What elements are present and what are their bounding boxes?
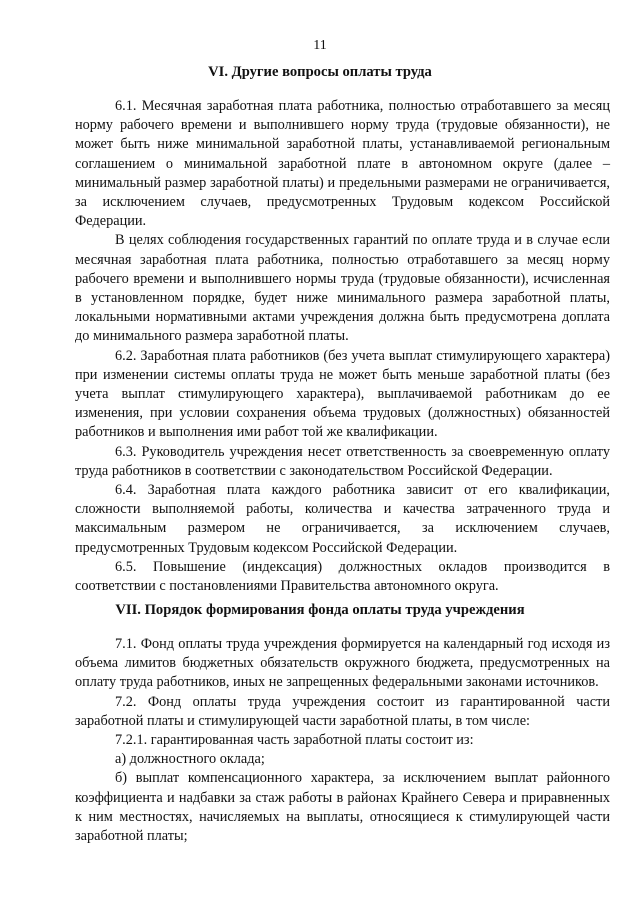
paragraph-7-2: 7.2. Фонд оплаты труда учреждения состоит из гарантированной части заработной платы и стимулирующей части заработной платы, в том числе: [75, 693, 610, 729]
list-item-b: б) выплат компенсационного характера, за исключением выплат районного коэффициента и надбавки за стаж работы в районах Крайнего Севера и приравненных к ним местностях, начисляемых на выплаты, относящиеся к стимулирующей части заработной платы; [75, 770, 610, 845]
section-7-body [75, 635, 610, 846]
paragraph-7-1: 7.1. Фонд оплаты труда учреждения формируется на календарный год исходя из объема лимитов бюджетных обязательств окружного бюджета, предусмотренных на оплату труда работников, иных не запрещенных федеральными законами источников. [75, 636, 610, 691]
paragraph-6-5: 6.5. Повышение (индексация) должностных окладов производится в соответствии с постановлениями Правительства автономного округа. [75, 558, 610, 595]
paragraph-6-4: 6.4. Заработная плата каждого работника зависит от его квалификации, сложности выполняемой работы, количества и качества затраченного труда и максимальным размером не ограничивается, за исключением случаев, предусмотренных Трудовым кодексом Российской Федерации. [75, 482, 610, 556]
paragraph-6-3: 6.3. Руководитель учреждения несет ответственность за своевременную оплату труда работников в соответствии с законодательством Российской Федерации. [75, 443, 610, 479]
paragraph-6-1-guarantees: В целях соблюдения государственных гарантий по оплате труда и в случае если месячная заработная плата работника, полностью отработавшего за месяц норму рабочего времени и выполнившего нормы труда (трудовые обязанности), исчисленная в установленном порядке, будет ниже минимального размера заработной платы, локальными нормативными актами учреждения должна быть предусмотрена доплата до минимального размера заработной платы. [75, 232, 610, 345]
paragraph-6-2: 6.2. Заработная плата работников (без учета выплат стимулирующего характера) при изменении системы оплаты труда не может быть меньше заработной платы (без учета выплат стимулирующего характера), выплачиваемой работникам до ее изменения, при условии сохранения объема трудовых (должностных) обязанностей работников и выполнения ими работ той же квалификации. [75, 347, 610, 441]
section-7-heading: VII. Порядок формирования фонда оплаты труда учреждения [115, 602, 525, 618]
page-number: 11 [313, 38, 327, 53]
list-item-a: а) должностного оклада; [115, 751, 265, 768]
paragraph-6-1: 6.1. Месячная заработная плата работника, полностью отработавшего за месяц норму рабочего времени и выполнившего норму труда (трудовые обязанности), не может быть ниже минимальной заработной платы, устанавливаемой региональным соглашением о минимальной заработной плате в автономном округе (далее – минимальный размер заработной платы) и предельными размерами не ограничивается, за исключением случаев, предусмотренных Трудовым кодексом Российской Федерации. [75, 98, 610, 230]
paragraph-7-2-1: 7.2.1. гарантированная часть заработной платы состоит из: [115, 732, 474, 749]
section-6-body [75, 97, 610, 596]
section-6-heading: VI. Другие вопросы оплаты труда [208, 64, 432, 80]
